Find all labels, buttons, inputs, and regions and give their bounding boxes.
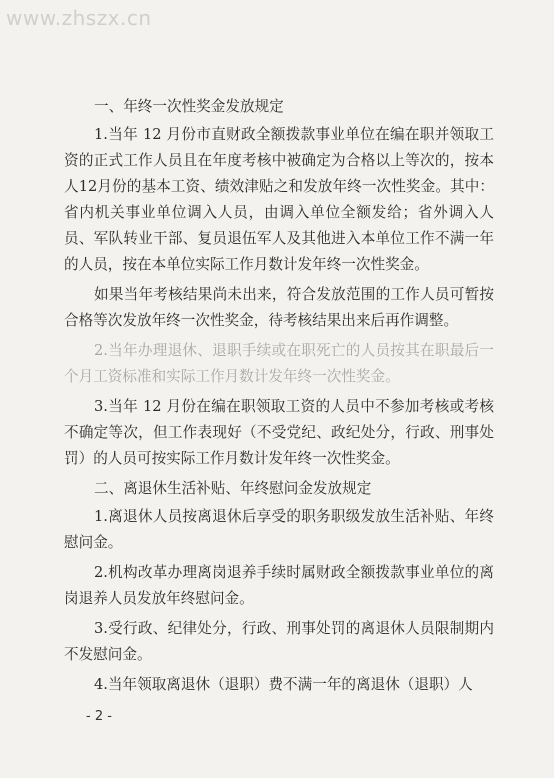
section1-item-1: 1.当年 12 月份市直财政全额拨款事业单位在编在职并领取工资的正式工作人员且在年度考核中被确定为合格以上等次的，按本人12月份的基本工资、绩效津贴之和发放年终一次性奖金。其中：省内机关事业单位调入人员，由调入单位全额发给；省外调入人员、军队转业干部、复员退伍军人及其他进入本单位工作不满一年的人员，按在本单位实际工作月数计发年终一次性奖金。 bbox=[64, 126, 494, 273]
watermark: www.zhszx.cn bbox=[6, 6, 152, 30]
section1-title: 一、年终一次性奖金发放规定 bbox=[94, 98, 284, 115]
section2-item-4: 4.当年领取离退休（退职）费不满一年的离退休（退职）人 bbox=[94, 676, 473, 693]
page-number: - 2 - bbox=[86, 709, 112, 724]
section2-item-3: 3.受行政、纪律处分，行政、刑事处罚的离退休人员限制期内不发慰问金。 bbox=[64, 620, 494, 663]
section2-item-1: 1.离退休人员按离退休后享受的职务职级发放生活补贴、年终慰问金。 bbox=[64, 508, 494, 551]
section2-item-2: 2.机构改革办理离岗退养手续时属财政全额拨款事业单位的离岗退养人员发放年终慰问金。 bbox=[64, 564, 494, 607]
section2-title: 二、离退休生活补贴、年终慰问金发放规定 bbox=[94, 480, 372, 497]
section1-item-3: 3.当年 12 月份在编在职领取工资的人员中不参加考核或考核不确定等次，但工作表现好（不受党纪、政纪处分，行政、刑事处罚）的人员可按实际工作月数计发年终一次性奖金。 bbox=[64, 398, 494, 467]
document-body bbox=[64, 94, 494, 702]
section1-item-1-note: 如果当年考核结果尚未出来，符合发放范围的工作人员可暂按合格等次发放年终一次性奖金，待考核结果出来后再作调整。 bbox=[64, 286, 494, 329]
section1-item-2: 2.当年办理退休、退职手续或在职死亡的人员按其在职最后一个月工资标准和实际工作月数计发年终一次性奖金。 bbox=[64, 342, 494, 385]
